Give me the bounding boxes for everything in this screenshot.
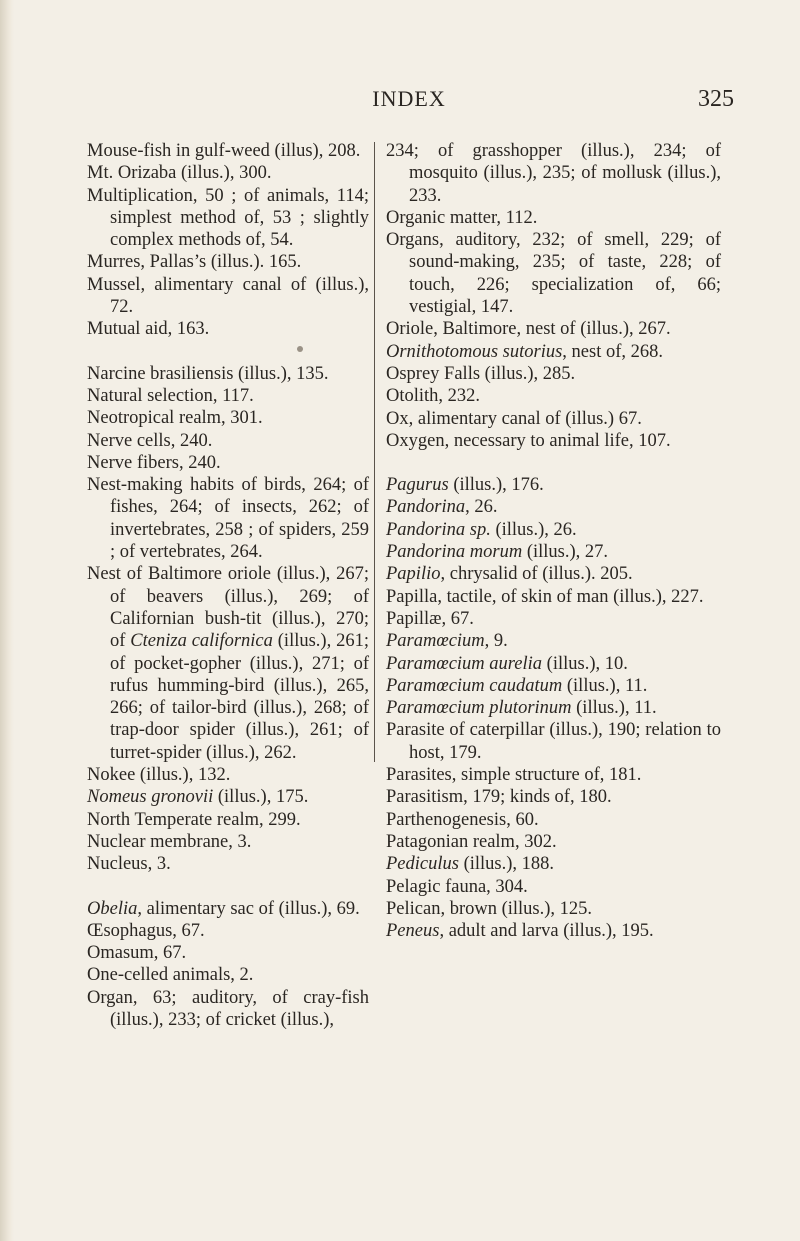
index-entry bbox=[87, 162, 369, 184]
entry-text: Nerve fibers, 240. bbox=[87, 452, 221, 473]
index-entry bbox=[386, 140, 721, 207]
column-divider bbox=[374, 142, 375, 762]
entry-text: Neotropical realm, 301. bbox=[87, 408, 263, 429]
entry-text: Mutual aid, 163. bbox=[87, 319, 210, 340]
entry-text: Omasum, 67. bbox=[87, 943, 187, 964]
section-gap bbox=[87, 876, 369, 898]
entry-text-rest: (illus.), 11. bbox=[571, 698, 657, 719]
index-entry bbox=[386, 675, 721, 697]
index-entry bbox=[386, 541, 721, 563]
index-entry bbox=[87, 987, 369, 1032]
entry-italic-term: Papilio bbox=[386, 564, 441, 585]
index-entry bbox=[386, 430, 721, 452]
entry-text: Papilla, tactile, of skin of man (illus.), 227. bbox=[386, 586, 704, 607]
entry-italic-term: Nomeus gronovii bbox=[87, 787, 214, 808]
entry-text: Murres, Pallas’s (illus.). 165. bbox=[87, 252, 302, 273]
index-entry bbox=[386, 408, 721, 430]
entry-text-rest: , alimentary sac of (illus.), 69. bbox=[137, 898, 360, 919]
index-entry bbox=[87, 964, 369, 986]
page-binding-edge bbox=[0, 0, 14, 1241]
entry-text: Narcine brasiliensis (illus.), 135. bbox=[87, 363, 329, 384]
entry-text: Nuclear membrane, 3. bbox=[87, 831, 252, 852]
entry-text: Osprey Falls (illus.), 285. bbox=[386, 363, 576, 384]
index-entry bbox=[386, 719, 721, 764]
index-entry bbox=[87, 274, 369, 319]
entry-text: Nucleus, 3. bbox=[87, 854, 171, 875]
index-entry bbox=[386, 608, 721, 630]
index-entry bbox=[87, 430, 369, 452]
entry-text-rest: , 26. bbox=[465, 497, 498, 518]
entry-text: Parasitism, 179; kinds of, 180. bbox=[386, 787, 612, 808]
entry-italic-term: Obelia bbox=[87, 898, 138, 919]
entry-text: Nokee (illus.), 132. bbox=[87, 765, 231, 786]
entry-text: Oxygen, necessary to animal life, 107. bbox=[386, 430, 671, 451]
entry-italic-term: Paramœcium bbox=[386, 631, 485, 652]
index-entry bbox=[87, 898, 369, 920]
index-entry bbox=[386, 697, 721, 719]
entry-italic-term: Pandorina bbox=[386, 497, 466, 518]
index-column-right bbox=[386, 140, 721, 942]
entry-text: Mussel, alimentary canal of (illus.), 72. bbox=[87, 274, 369, 318]
index-entry bbox=[386, 519, 721, 541]
entry-text-rest: (illus.), 261; of pocket-gopher (illus.), 271; of rufus humming-bird (illus.), 265, 266; of tailor-bird (illus.), 268; of trap-door spider (illus.), 261; of turret-spider (illus.), 262. bbox=[110, 631, 369, 763]
index-entry bbox=[87, 764, 369, 786]
index-entry bbox=[87, 407, 369, 429]
entry-italic-term: Ornithotomous sutorius bbox=[386, 341, 563, 362]
index-entry bbox=[87, 831, 369, 853]
entry-text: Otolith, 232. bbox=[386, 386, 481, 407]
index-entry bbox=[87, 853, 369, 875]
index-entry bbox=[87, 185, 369, 252]
entry-text: Œsophagus, 67. bbox=[87, 920, 205, 941]
index-column-left bbox=[87, 140, 369, 1031]
section-gap bbox=[386, 452, 721, 474]
entry-italic-term: Paramœcium caudatum bbox=[386, 675, 563, 696]
index-entry bbox=[386, 786, 721, 808]
index-entry bbox=[386, 876, 721, 898]
index-entry bbox=[386, 831, 721, 853]
entry-text: Patagonian realm, 302. bbox=[386, 831, 557, 852]
index-entry bbox=[87, 920, 369, 942]
index-entry bbox=[386, 653, 721, 675]
section-gap bbox=[87, 341, 369, 363]
index-entry bbox=[87, 385, 369, 407]
page-title: INDEX bbox=[372, 86, 446, 111]
index-entry bbox=[386, 898, 721, 920]
entry-text: Multiplication, 50 ; of animals, 114; simplest method of, 53 ; slightly complex methods of, 54. bbox=[87, 185, 369, 251]
entry-italic-term: Cteniza californica bbox=[130, 631, 273, 652]
index-entry bbox=[386, 809, 721, 831]
index-entry bbox=[386, 920, 721, 942]
entry-text: Organic matter, 112. bbox=[386, 207, 538, 228]
index-entry bbox=[87, 318, 369, 340]
index-entry bbox=[87, 942, 369, 964]
print-speck bbox=[297, 346, 303, 352]
entry-italic-term: Pagurus bbox=[386, 475, 449, 496]
entry-text: North Temperate realm, 299. bbox=[87, 809, 301, 830]
index-entry bbox=[386, 385, 721, 407]
page-header bbox=[84, 86, 734, 116]
entry-text: Organs, auditory, 232; of smell, 229; of sound-making, 235; of taste, 228; of touch, 226; specialization of, 66; vestigial, 147. bbox=[386, 230, 721, 318]
index-entry bbox=[386, 318, 721, 340]
entry-text: Parasites, simple structure of, 181. bbox=[386, 765, 642, 786]
index-entry bbox=[386, 496, 721, 518]
entry-text-rest: (illus.), 10. bbox=[542, 653, 628, 674]
entry-text: Mouse-fish in gulf-weed (illus), 208. bbox=[87, 141, 361, 161]
index-entry bbox=[386, 764, 721, 786]
entry-text-rest: (illus.), 11. bbox=[562, 675, 648, 696]
index-entry bbox=[87, 786, 369, 808]
entry-text: Parasite of caterpillar (illus.), 190; relation to host, 179. bbox=[386, 720, 721, 763]
entry-text-rest: , adult and larva (illus.), 195. bbox=[439, 921, 654, 942]
index-entry bbox=[386, 630, 721, 652]
entry-text: Pelican, brown (illus.), 125. bbox=[386, 898, 593, 919]
entry-text: Organ, 63; auditory, of cray-fish (illus.), 233; of cricket (illus.), bbox=[87, 987, 369, 1030]
entry-text: 234; of grasshopper (illus.), 234; of mosquito (illus.), 235; of mollusk (illus.), 233. bbox=[386, 141, 721, 206]
entry-text-rest: (illus.), 175. bbox=[213, 787, 309, 808]
entry-italic-term: Peneus bbox=[386, 921, 440, 942]
entry-text: Nest of Baltimore oriole (illus.), 267; of beavers (illus.), 269; of Californian bush-tit (illus.), 270; of bbox=[87, 564, 369, 652]
index-entry bbox=[386, 563, 721, 585]
entry-text-rest: (illus.), 26. bbox=[490, 519, 577, 540]
entry-italic-term: Paramœcium aurelia bbox=[386, 653, 543, 674]
index-entry bbox=[87, 563, 369, 764]
index-entry bbox=[386, 474, 721, 496]
entry-italic-term: Pandorina sp. bbox=[386, 519, 491, 540]
entry-text-rest: , 9. bbox=[484, 631, 508, 652]
entry-text: One-celled animals, 2. bbox=[87, 965, 254, 986]
entry-text-rest: , nest of, 268. bbox=[562, 341, 664, 362]
entry-text: Oriole, Baltimore, nest of (illus.), 267. bbox=[386, 319, 671, 340]
entry-text: Papillæ, 67. bbox=[386, 608, 474, 629]
entry-text-rest: (illus.), 176. bbox=[448, 475, 544, 496]
page-number: 325 bbox=[698, 86, 734, 112]
entry-italic-term: Paramœcium plutorinum bbox=[386, 698, 572, 719]
index-entry bbox=[386, 207, 721, 229]
entry-text: Nerve cells, 240. bbox=[87, 430, 213, 451]
index-entry bbox=[386, 586, 721, 608]
entry-text: Parthenogenesis, 60. bbox=[386, 809, 539, 830]
index-entry bbox=[87, 140, 369, 162]
entry-text: Natural selection, 117. bbox=[87, 385, 254, 406]
entry-text: Ox, alimentary canal of (illus.) 67. bbox=[386, 408, 642, 429]
entry-text-rest: , chrysalid of (illus.). 205. bbox=[440, 564, 633, 585]
index-entry bbox=[386, 363, 721, 385]
index-entry bbox=[87, 452, 369, 474]
index-entry bbox=[87, 809, 369, 831]
index-entry bbox=[386, 341, 721, 363]
index-entry bbox=[87, 363, 369, 385]
index-entry bbox=[87, 251, 369, 273]
entry-italic-term: Pediculus bbox=[386, 854, 459, 875]
index-entry bbox=[386, 229, 721, 318]
entry-italic-term: Pandorina morum bbox=[386, 542, 523, 563]
entry-text: Nest-making habits of birds, 264; of fishes, 264; of insects, 262; of invertebrates, 258 ; of spiders, 259 ; of vertebrates, 264. bbox=[87, 475, 369, 563]
entry-text: Mt. Orizaba (illus.), 300. bbox=[87, 163, 272, 184]
entry-text-rest: (illus.), 27. bbox=[522, 542, 609, 563]
entry-text: Pelagic fauna, 304. bbox=[386, 876, 528, 897]
index-entry bbox=[386, 853, 721, 875]
entry-text-rest: (illus.), 188. bbox=[458, 854, 555, 875]
index-entry bbox=[87, 474, 369, 563]
